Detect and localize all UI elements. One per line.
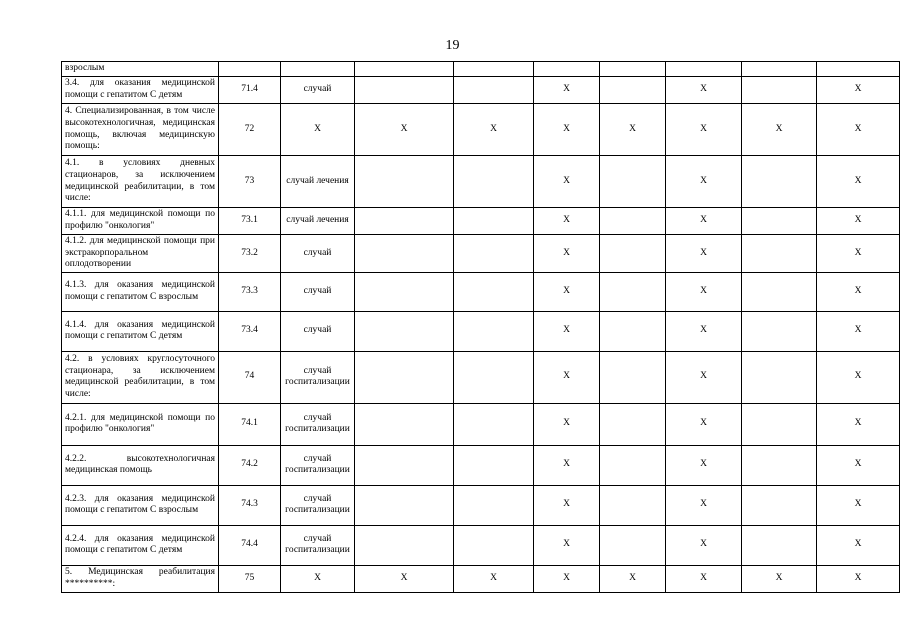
row-mark (355, 485, 454, 525)
row-mark (600, 235, 666, 273)
row-mark (355, 403, 454, 445)
row-label: 4.1. в условиях дневных стационаров, за исключением медицинской реабилитации, в том числе: (62, 156, 219, 208)
row-unit: случай госпитализации (281, 485, 355, 525)
row-mark: X (666, 351, 742, 403)
row-mark: X (600, 104, 666, 156)
row-mark: X (534, 208, 600, 235)
row-mark: X (534, 445, 600, 485)
row-mark: X (534, 77, 600, 104)
row-mark: X (742, 565, 817, 592)
row-mark: X (534, 104, 600, 156)
table-row (62, 403, 900, 445)
table-row (62, 351, 900, 403)
row-code (219, 62, 281, 77)
row-unit: случай госпитализации (281, 525, 355, 565)
row-mark (742, 235, 817, 273)
table-row (62, 485, 900, 525)
row-mark (600, 62, 666, 77)
row-unit: случай (281, 77, 355, 104)
row-mark (454, 403, 534, 445)
row-mark (454, 485, 534, 525)
row-code: 73.1 (219, 208, 281, 235)
row-mark: X (666, 525, 742, 565)
row-mark: X (666, 156, 742, 208)
row-mark: X (666, 403, 742, 445)
row-mark: X (666, 235, 742, 273)
row-mark: X (666, 485, 742, 525)
row-label: 4.1.1. для медицинской помощи по профилю "онкология" (62, 208, 219, 235)
row-code: 74.1 (219, 403, 281, 445)
table-row (62, 525, 900, 565)
row-mark (355, 272, 454, 311)
row-unit: случай лечения (281, 208, 355, 235)
row-label: 4. Специализированная, в том числе высокотехнологичная, медицинская помощь, включая медицинскую помощь: (62, 104, 219, 156)
row-mark: X (817, 77, 900, 104)
row-mark: X (666, 77, 742, 104)
row-mark: X (534, 272, 600, 311)
row-mark: X (534, 311, 600, 351)
row-mark (534, 62, 600, 77)
row-code: 73.4 (219, 311, 281, 351)
row-mark: X (534, 403, 600, 445)
row-mark: X (534, 525, 600, 565)
row-label: 4.2.1. для медицинской помощи по профилю "онкология" (62, 403, 219, 445)
row-mark (742, 208, 817, 235)
data-table (61, 61, 900, 593)
row-mark (742, 156, 817, 208)
row-mark: X (666, 208, 742, 235)
row-mark: X (817, 104, 900, 156)
row-code: 74.3 (219, 485, 281, 525)
row-mark: X (817, 525, 900, 565)
row-mark (454, 62, 534, 77)
row-label: 4.2.3. для оказания медицинской помощи с гепатитом С взрослым (62, 485, 219, 525)
table-row (62, 311, 900, 351)
row-label: взрослым (62, 62, 219, 77)
row-mark (666, 62, 742, 77)
row-label: 3.4. для оказания медицинской помощи с гепатитом С детям (62, 77, 219, 104)
row-mark (742, 311, 817, 351)
row-mark (454, 445, 534, 485)
row-mark (454, 208, 534, 235)
table-body (62, 62, 900, 593)
row-mark (355, 311, 454, 351)
row-mark (600, 77, 666, 104)
row-mark: X (355, 565, 454, 592)
row-mark: X (454, 565, 534, 592)
row-unit: случай госпитализации (281, 351, 355, 403)
row-mark: X (742, 104, 817, 156)
row-mark (742, 403, 817, 445)
row-mark: X (817, 311, 900, 351)
row-mark: X (534, 156, 600, 208)
row-unit: случай (281, 235, 355, 273)
row-mark (600, 445, 666, 485)
row-mark (742, 62, 817, 77)
row-mark (742, 351, 817, 403)
row-mark: X (534, 235, 600, 273)
row-code: 73.2 (219, 235, 281, 273)
row-mark (600, 485, 666, 525)
row-mark: X (534, 485, 600, 525)
row-mark (600, 351, 666, 403)
row-code: 71.4 (219, 77, 281, 104)
row-mark (600, 156, 666, 208)
row-code: 75 (219, 565, 281, 592)
row-mark: X (666, 445, 742, 485)
row-mark: X (817, 235, 900, 273)
row-label: 4.2. в условиях круглосуточного стационара, за исключением медицинской реабилитации, в том числе: (62, 351, 219, 403)
row-code: 72 (219, 104, 281, 156)
row-code: 74.2 (219, 445, 281, 485)
row-mark (742, 445, 817, 485)
row-mark: X (666, 311, 742, 351)
row-mark (355, 351, 454, 403)
table-row (62, 208, 900, 235)
table-row (62, 104, 900, 156)
row-mark: X (666, 272, 742, 311)
row-mark: X (817, 403, 900, 445)
row-mark: X (817, 565, 900, 592)
row-code: 73 (219, 156, 281, 208)
row-mark (454, 156, 534, 208)
row-mark: X (454, 104, 534, 156)
table-row (62, 77, 900, 104)
row-mark (600, 525, 666, 565)
row-mark (355, 208, 454, 235)
row-code: 74 (219, 351, 281, 403)
row-mark: X (817, 208, 900, 235)
row-unit (281, 62, 355, 77)
row-mark: X (600, 565, 666, 592)
row-unit: X (281, 104, 355, 156)
row-mark: X (534, 565, 600, 592)
row-mark: X (666, 565, 742, 592)
row-code: 73.3 (219, 272, 281, 311)
row-mark: X (817, 272, 900, 311)
table-row (62, 235, 900, 273)
table-row (62, 272, 900, 311)
row-mark: X (534, 351, 600, 403)
row-mark (355, 62, 454, 77)
table-row (62, 62, 900, 77)
row-label: 4.1.2. для медицинской помощи при экстракорпоральном оплодотворении (62, 235, 219, 273)
row-mark: X (355, 104, 454, 156)
page-number: 19 (445, 38, 460, 53)
row-label: 5. Медицинская реабилитация **********: (62, 565, 219, 592)
row-mark (454, 351, 534, 403)
row-mark (742, 272, 817, 311)
row-unit: случай лечения (281, 156, 355, 208)
row-unit: случай (281, 311, 355, 351)
table-row (62, 565, 900, 592)
row-mark (742, 485, 817, 525)
row-unit: X (281, 565, 355, 592)
row-mark: X (817, 156, 900, 208)
row-mark (600, 403, 666, 445)
table-row (62, 156, 900, 208)
row-label: 4.1.4. для оказания медицинской помощи с гепатитом С детям (62, 311, 219, 351)
row-label: 4.2.4. для оказания медицинской помощи с гепатитом С детям (62, 525, 219, 565)
row-label: 4.1.3. для оказания медицинской помощи с гепатитом С взрослым (62, 272, 219, 311)
row-mark (355, 445, 454, 485)
row-mark (454, 311, 534, 351)
row-mark (355, 77, 454, 104)
row-mark (454, 525, 534, 565)
row-mark (600, 311, 666, 351)
row-mark (355, 525, 454, 565)
table-row (62, 445, 900, 485)
row-code: 74.4 (219, 525, 281, 565)
row-mark (355, 156, 454, 208)
row-mark (454, 77, 534, 104)
row-mark (600, 208, 666, 235)
row-mark (355, 235, 454, 273)
row-mark (742, 525, 817, 565)
row-mark (454, 235, 534, 273)
row-unit: случай госпитализации (281, 403, 355, 445)
row-mark: X (817, 485, 900, 525)
row-mark (454, 272, 534, 311)
row-mark: X (817, 445, 900, 485)
row-mark: X (666, 104, 742, 156)
row-unit: случай госпитализации (281, 445, 355, 485)
row-label: 4.2.2. высокотехнологичная медицинская помощь (62, 445, 219, 485)
row-mark (817, 62, 900, 77)
row-mark (742, 77, 817, 104)
row-mark: X (817, 351, 900, 403)
row-mark (600, 272, 666, 311)
row-unit: случай (281, 272, 355, 311)
